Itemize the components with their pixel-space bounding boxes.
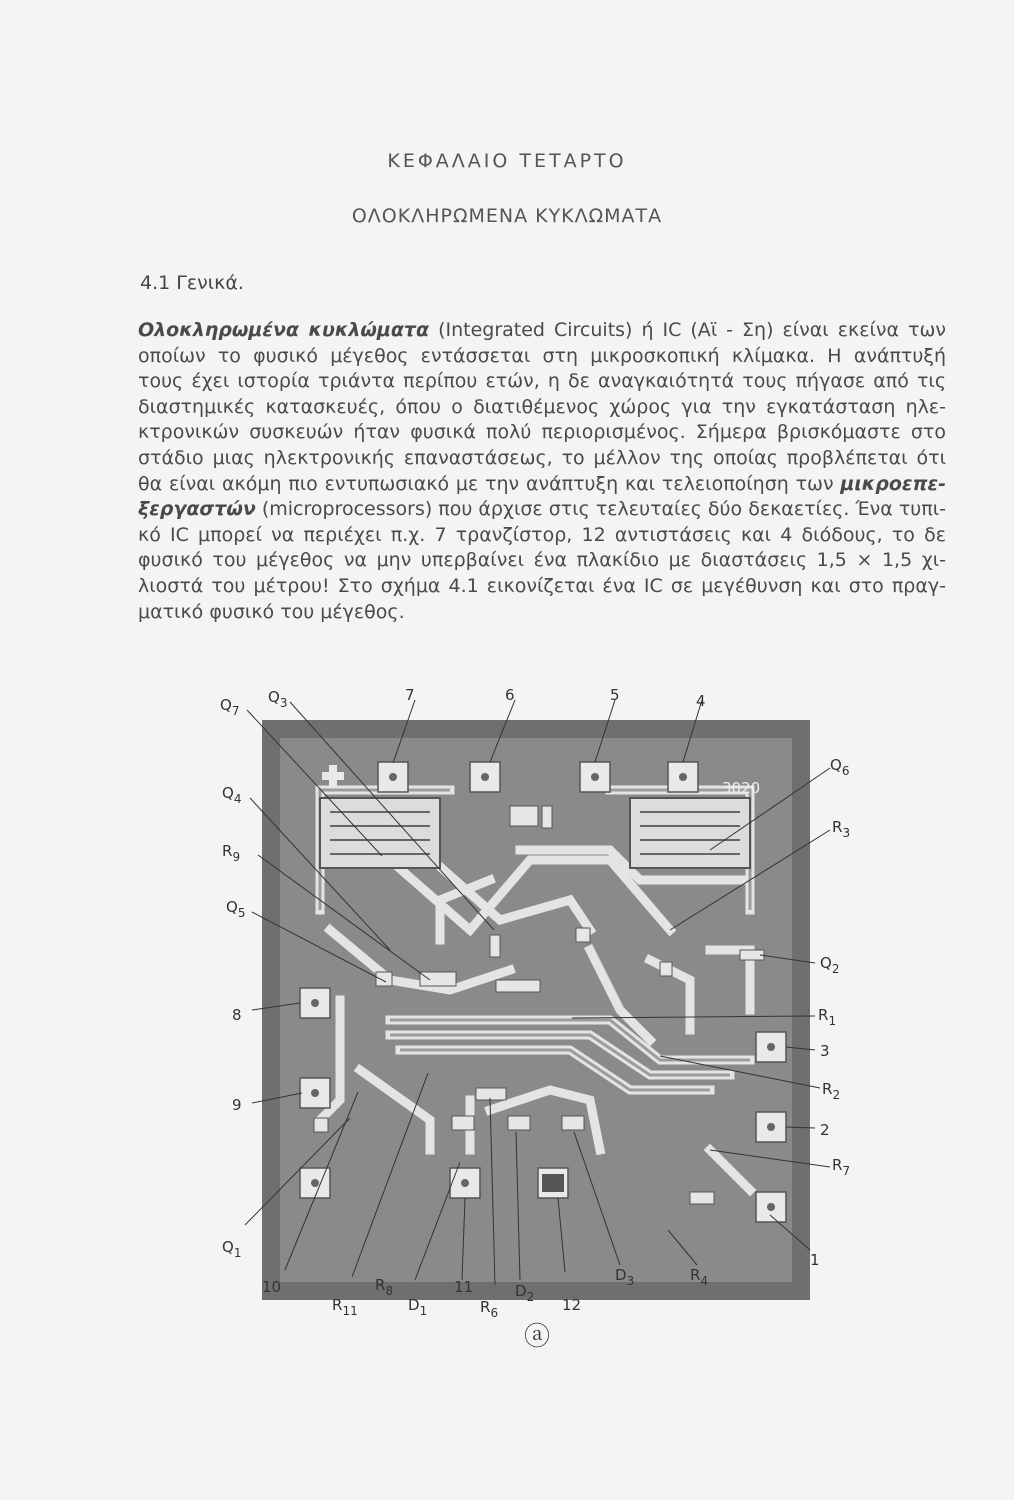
term-microprocessors: μικροεπε- bbox=[840, 472, 946, 495]
label-pin-2: 2 bbox=[820, 1121, 830, 1139]
section-heading: 4.1 Γενικά. bbox=[140, 272, 244, 294]
label-pin-3: 3 bbox=[820, 1042, 830, 1060]
label-r4: $R_4$ bbox=[690, 1266, 709, 1288]
label-pin-10: 10 bbox=[262, 1278, 282, 1296]
pad-12-fill bbox=[542, 1174, 564, 1192]
label-r1: $R_1$ bbox=[818, 1006, 837, 1028]
label-q4: $Q_4$ bbox=[222, 784, 242, 806]
text-line: φυσικό του μέγεθος να μην υπερβαίνει ένα πλακίδιο με διαστάσεις 1,5 × 1,5 χι- bbox=[138, 549, 946, 572]
text-line: ματικό φυσικό του μέγεθος. bbox=[138, 600, 405, 623]
transistor-q6-block bbox=[630, 798, 750, 868]
label-r7: $R_7$ bbox=[832, 1156, 851, 1178]
label-pin-7: 7 bbox=[405, 686, 415, 704]
label-pin-5: 5 bbox=[610, 686, 620, 704]
text-line bbox=[138, 318, 946, 344]
label-pin-1: 1 bbox=[810, 1251, 820, 1269]
text-line bbox=[138, 497, 946, 523]
label-q6: $Q_6$ bbox=[830, 756, 850, 778]
label-r8: $R_8$ bbox=[375, 1276, 394, 1298]
label-r2: $R_2$ bbox=[822, 1080, 841, 1102]
figure-mark: ⓐ bbox=[523, 1322, 550, 1352]
text-line: κό IC μπορεί να περιέχει π.χ. 7 τρανζίστορ, 12 αντιστάσεις και 4 διόδους, το δε bbox=[138, 523, 946, 546]
term-integrated-circuits: Ολοκληρωμένα κυκλώματα bbox=[138, 319, 430, 341]
text-fragment: θα είναι ακόμη πιο εντυπωσιακό με την ανάπτυξη και τελειοποίηση των bbox=[138, 472, 841, 495]
label-d2: $D_2$ bbox=[515, 1282, 535, 1304]
label-pin-6: 6 bbox=[505, 686, 515, 704]
label-q1: $Q_1$ bbox=[222, 1238, 242, 1260]
label-pin-12: 12 bbox=[562, 1296, 582, 1314]
text-line: τους έχει ιστορία τριάντα περίπου ετών, η δε αναγκαιότητά τους πήγασε από τις bbox=[138, 370, 946, 393]
ic-figure bbox=[190, 680, 870, 1370]
text-line: στάδιο μιας ηλεκτρονικής επαναστάσεως, το μέλλον της οποίας προβλέπεται ότι bbox=[138, 446, 946, 469]
text-fragment: (microprocessors) που άρχισε στις τελευταίες δύο δεκαετίες. Ένα τυπι- bbox=[255, 498, 946, 521]
text-line: διαστημικές κατασκευές, όπου ο διατιθέμενος χώρος για την εγκατάσταση ηλε- bbox=[138, 395, 946, 418]
text-line: οποίων το φυσικό μέγεθος εντάσσεται στη μικροσκοπική κλίμακα. Η ανάπτυξή bbox=[138, 344, 946, 367]
text-line: λιοστά του μέτρου! Στο σχήμα 4.1 εικονίζεται ένα IC σε μεγέθυνση και στο πραγ- bbox=[138, 574, 946, 597]
ic-die-diagram bbox=[190, 680, 870, 1370]
chip-id: 3020 bbox=[722, 779, 761, 797]
text-line: κτρονικών συσκευών ήταν φυσικά πολύ περιορισμένος. Σήμερα βρισκόμαστε στο bbox=[138, 421, 946, 444]
label-q5: $Q_5$ bbox=[226, 898, 246, 920]
label-q3: $Q_3$ bbox=[268, 688, 288, 710]
label-q7: $Q_7$ bbox=[220, 696, 240, 718]
label-r9: $R_9$ bbox=[222, 842, 241, 864]
label-d1: $D_1$ bbox=[408, 1296, 428, 1318]
term-microprocessors-cont: ξεργαστών bbox=[138, 498, 256, 521]
label-q2: $Q_2$ bbox=[820, 954, 840, 976]
label-r11: $R_{11}$ bbox=[332, 1296, 358, 1318]
label-pin-4: 4 bbox=[696, 692, 706, 710]
chapter-heading: ΚΕΦΑΛΑΙΟ ΤΕΤΑΡΤΟ bbox=[387, 150, 627, 172]
text-fragment: (Integrated Circuits) ή IC (Αϊ - Ση) είναι εκείνα των bbox=[429, 319, 946, 341]
chapter-title: ΟΛΟΚΛΗΡΩΜΕΝΑ ΚΥΚΛΩΜΑΤΑ bbox=[351, 205, 663, 227]
label-r3: $R_3$ bbox=[832, 818, 851, 840]
label-pin-11: 11 bbox=[454, 1278, 474, 1296]
body-paragraph bbox=[138, 318, 946, 625]
label-r6: $R_6$ bbox=[480, 1298, 499, 1320]
label-d3: $D_3$ bbox=[615, 1266, 635, 1288]
label-pin-9: 9 bbox=[232, 1096, 242, 1114]
text-line bbox=[138, 472, 946, 498]
label-pin-8: 8 bbox=[232, 1006, 242, 1024]
